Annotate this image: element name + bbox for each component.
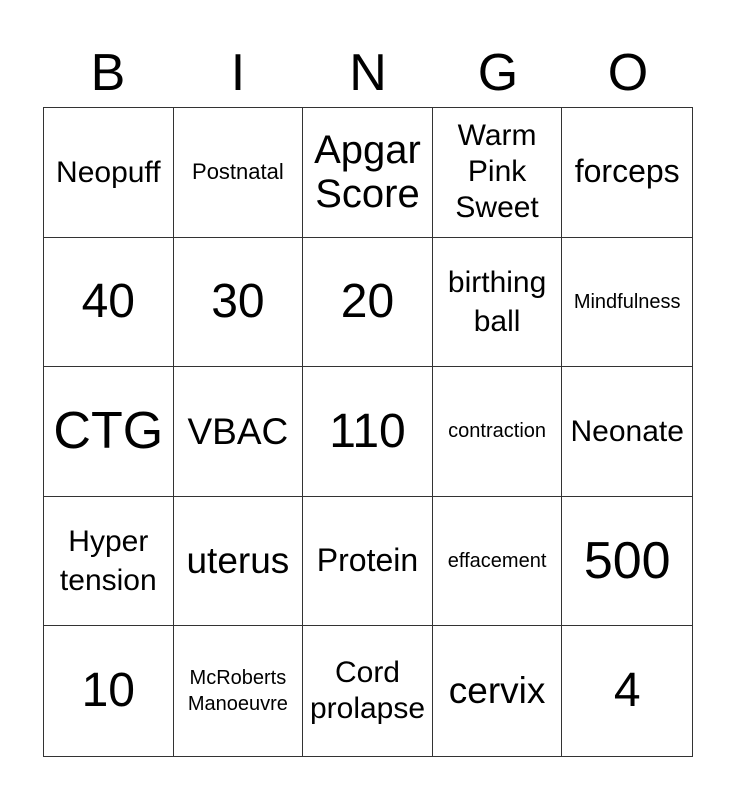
bingo-cell[interactable] [44, 626, 174, 756]
bingo-cell[interactable] [303, 108, 433, 238]
bingo-cell[interactable] [174, 626, 304, 756]
cell-label: 500 [583, 531, 671, 590]
cell-label: Neopuff [56, 155, 161, 189]
bingo-cell[interactable] [433, 626, 563, 756]
cell-label: contraction [448, 420, 547, 443]
bingo-cell[interactable] [433, 497, 563, 627]
header-letter-n: N [349, 44, 387, 102]
cell-label: CTG [53, 402, 164, 461]
cell-label: 10 [81, 664, 135, 718]
cell-label: forceps [574, 153, 680, 190]
header-letter-b: B [90, 44, 126, 102]
bingo-cell[interactable] [562, 497, 692, 627]
bingo-cell[interactable] [174, 497, 304, 627]
header-letter-g: G [477, 44, 519, 102]
bingo-cell[interactable] [174, 108, 304, 238]
bingo-board [43, 107, 693, 757]
cell-label: Hyper tension [59, 525, 157, 598]
bingo-cell[interactable] [44, 497, 174, 627]
cell-label: Warm Pink Sweet [455, 119, 539, 225]
cell-label: Neonate [570, 414, 684, 448]
cell-label: birthing ball [447, 265, 547, 338]
cell-label: 4 [613, 664, 641, 718]
header-letter-i: I [230, 44, 246, 102]
bingo-cell[interactable] [44, 108, 174, 238]
bingo-cell[interactable] [44, 238, 174, 368]
cell-label: Mindfulness [573, 290, 681, 313]
bingo-cell[interactable] [562, 367, 692, 497]
bingo-cell[interactable] [433, 108, 563, 238]
bingo-cell[interactable] [562, 238, 692, 368]
cell-label: Protein [316, 542, 419, 579]
header-letter-o: O [607, 44, 649, 102]
cell-label: 20 [340, 275, 395, 329]
cell-label: 30 [211, 275, 265, 329]
bingo-cell[interactable] [303, 367, 433, 497]
bingo-cell[interactable] [562, 108, 692, 238]
bingo-cell[interactable] [303, 626, 433, 756]
cell-label: Apgar Score [314, 127, 421, 217]
bingo-cell[interactable] [433, 238, 563, 368]
bingo-cell[interactable] [44, 367, 174, 497]
cell-label: uterus [186, 540, 290, 582]
bingo-cell[interactable] [303, 238, 433, 368]
cell-label: VBAC [187, 410, 289, 452]
cell-label: cervix [448, 670, 546, 712]
cell-label: Cord prolapse [309, 656, 426, 726]
bingo-cell[interactable] [562, 626, 692, 756]
bingo-cell[interactable] [174, 238, 304, 368]
bingo-cell[interactable] [433, 367, 563, 497]
bingo-cell[interactable] [303, 497, 433, 627]
cell-label: Postnatal [192, 158, 284, 184]
cell-label: 40 [81, 275, 135, 329]
cell-label: effacement [447, 549, 547, 572]
cell-label: 110 [329, 404, 406, 458]
bingo-cell[interactable] [174, 367, 304, 497]
bingo-header [43, 40, 693, 106]
cell-label: McRoberts Manoeuvre [187, 667, 288, 716]
